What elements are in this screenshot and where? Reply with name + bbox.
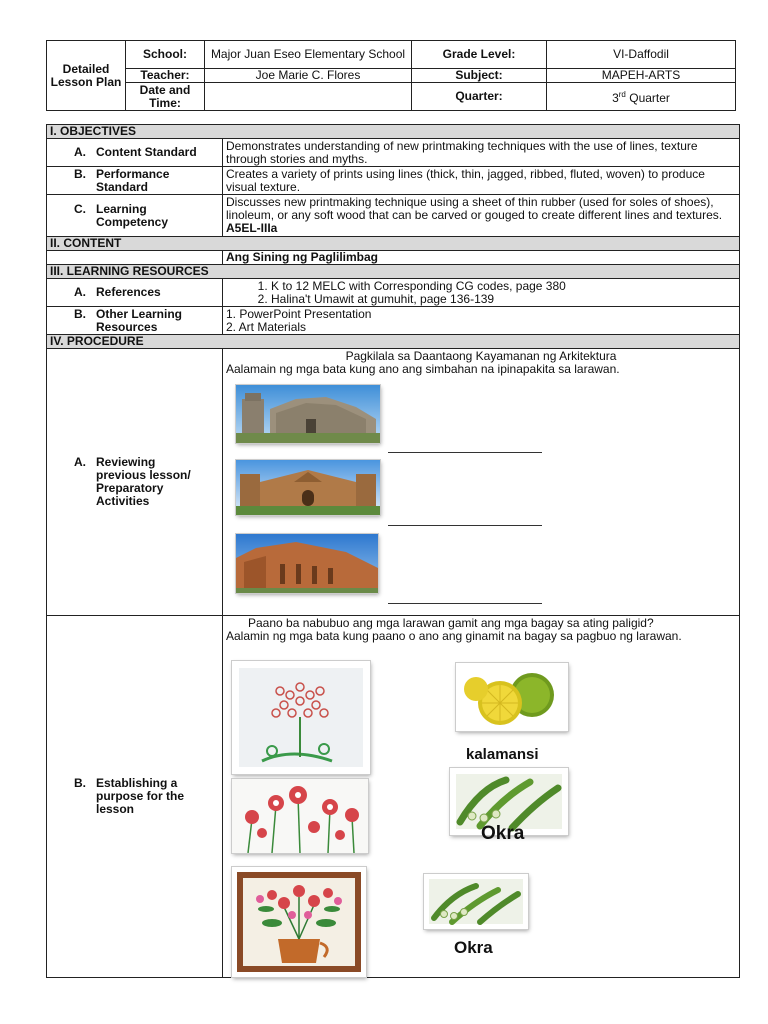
purpose-label: B. Establishing a purpose for the lesson — [47, 616, 223, 978]
date-time-value — [205, 83, 412, 111]
subject-value: MAPEH-ARTS — [547, 69, 736, 83]
stamp-flower-artwork-1 — [232, 661, 370, 774]
kalamansi-caption: kalamansi — [466, 746, 539, 763]
reference-item: 1. K to 12 MELC with Corresponding CG codes, page 380 — [271, 280, 736, 293]
stamp-flower-vase-artwork — [232, 867, 366, 977]
purpose-instruction: Aalamin ng mga bata kung paano o ano ang ginamit na bagay sa pagbuo ng larawan. — [226, 629, 682, 643]
subject-label: Subject: — [412, 69, 547, 83]
reviewing-title: Pagkilala sa Daantaong Kayamanan ng Arkitektura — [345, 349, 617, 363]
church-photo-2 — [236, 460, 380, 515]
okra-caption-1: Okra — [481, 823, 525, 844]
grade-level-value: VI-Daffodil — [547, 41, 736, 69]
stamp-flower-artwork-2 — [232, 779, 368, 853]
learning-competency-label: C. Learning Competency — [47, 195, 223, 237]
other-resources-list — [223, 307, 740, 335]
other-resource-item: 2. Art Materials — [226, 319, 307, 334]
okra-photo-2 — [424, 874, 528, 929]
grade-level-label: Grade Level: — [412, 41, 547, 69]
reference-item: 2. Halina't Umawit at gumuhit, page 136-139 — [271, 293, 736, 306]
purpose-question: Paano ba nabubuo ang mga larawan gamit ang mga bagay sa ating paligid? — [248, 616, 654, 630]
quarter-value: 3rd Quarter — [547, 83, 736, 111]
school-label: School: — [126, 41, 205, 69]
performance-standard-label: B. Performance Standard — [47, 167, 223, 195]
objectives-heading: I. OBJECTIVES — [47, 125, 740, 139]
church-photo-3 — [236, 534, 378, 593]
lesson-plan-body — [46, 124, 740, 978]
content-topic: Ang Sining ng Paglilimbag — [223, 251, 740, 265]
answer-line[interactable] — [388, 452, 542, 453]
other-resource-item: 1. PowerPoint Presentation — [226, 306, 372, 321]
answer-line[interactable] — [388, 603, 542, 604]
references-label: A. References — [47, 279, 223, 307]
kalamansi-photo — [456, 663, 568, 731]
references-list — [223, 279, 740, 307]
content-standard-text: Demonstrates understanding of new printmaking techniques with the use of lines, texture through stories and myths. — [223, 139, 740, 167]
church-photo-1 — [236, 385, 380, 443]
reviewing-label: A. Reviewing previous lesson/ Preparatory Activities — [47, 349, 223, 616]
content-standard-label: A. Content Standard — [47, 139, 223, 167]
teacher-value: Joe Marie C. Flores — [205, 69, 412, 83]
lesson-plan-title: Detailed Lesson Plan — [47, 41, 126, 111]
content-heading: II. CONTENT — [47, 237, 740, 251]
answer-line[interactable] — [388, 525, 542, 526]
teacher-label: Teacher: — [126, 69, 205, 83]
okra-caption-2: Okra — [454, 938, 493, 957]
learning-competency-text: Discusses new printmaking technique using a sheet of thin rubber (used for soles of shoes), linoleum, or any soft wood that can be carved or gouged to create different lines and textures. A5EL-IIIa — [223, 195, 740, 237]
reviewing-instruction: Aalamain ng mga bata kung ano ang simbahan na ipinapakita sa larawan. — [226, 362, 620, 376]
lesson-plan-header — [46, 40, 736, 111]
learning-resources-heading: III. LEARNING RESOURCES — [47, 265, 740, 279]
school-value: Major Juan Eseo Elementary School — [205, 41, 412, 69]
performance-standard-text: Creates a variety of prints using lines (thick, thin, jagged, ribbed, fluted, woven) to produce visual texture. — [223, 167, 740, 195]
procedure-heading: IV. PROCEDURE — [47, 335, 740, 349]
other-resources-label: B. Other Learning Resources — [47, 307, 223, 335]
competency-code: A5EL-IIIa — [226, 221, 278, 235]
quarter-label: Quarter: — [412, 83, 547, 111]
date-time-label: Date and Time: — [126, 83, 205, 111]
